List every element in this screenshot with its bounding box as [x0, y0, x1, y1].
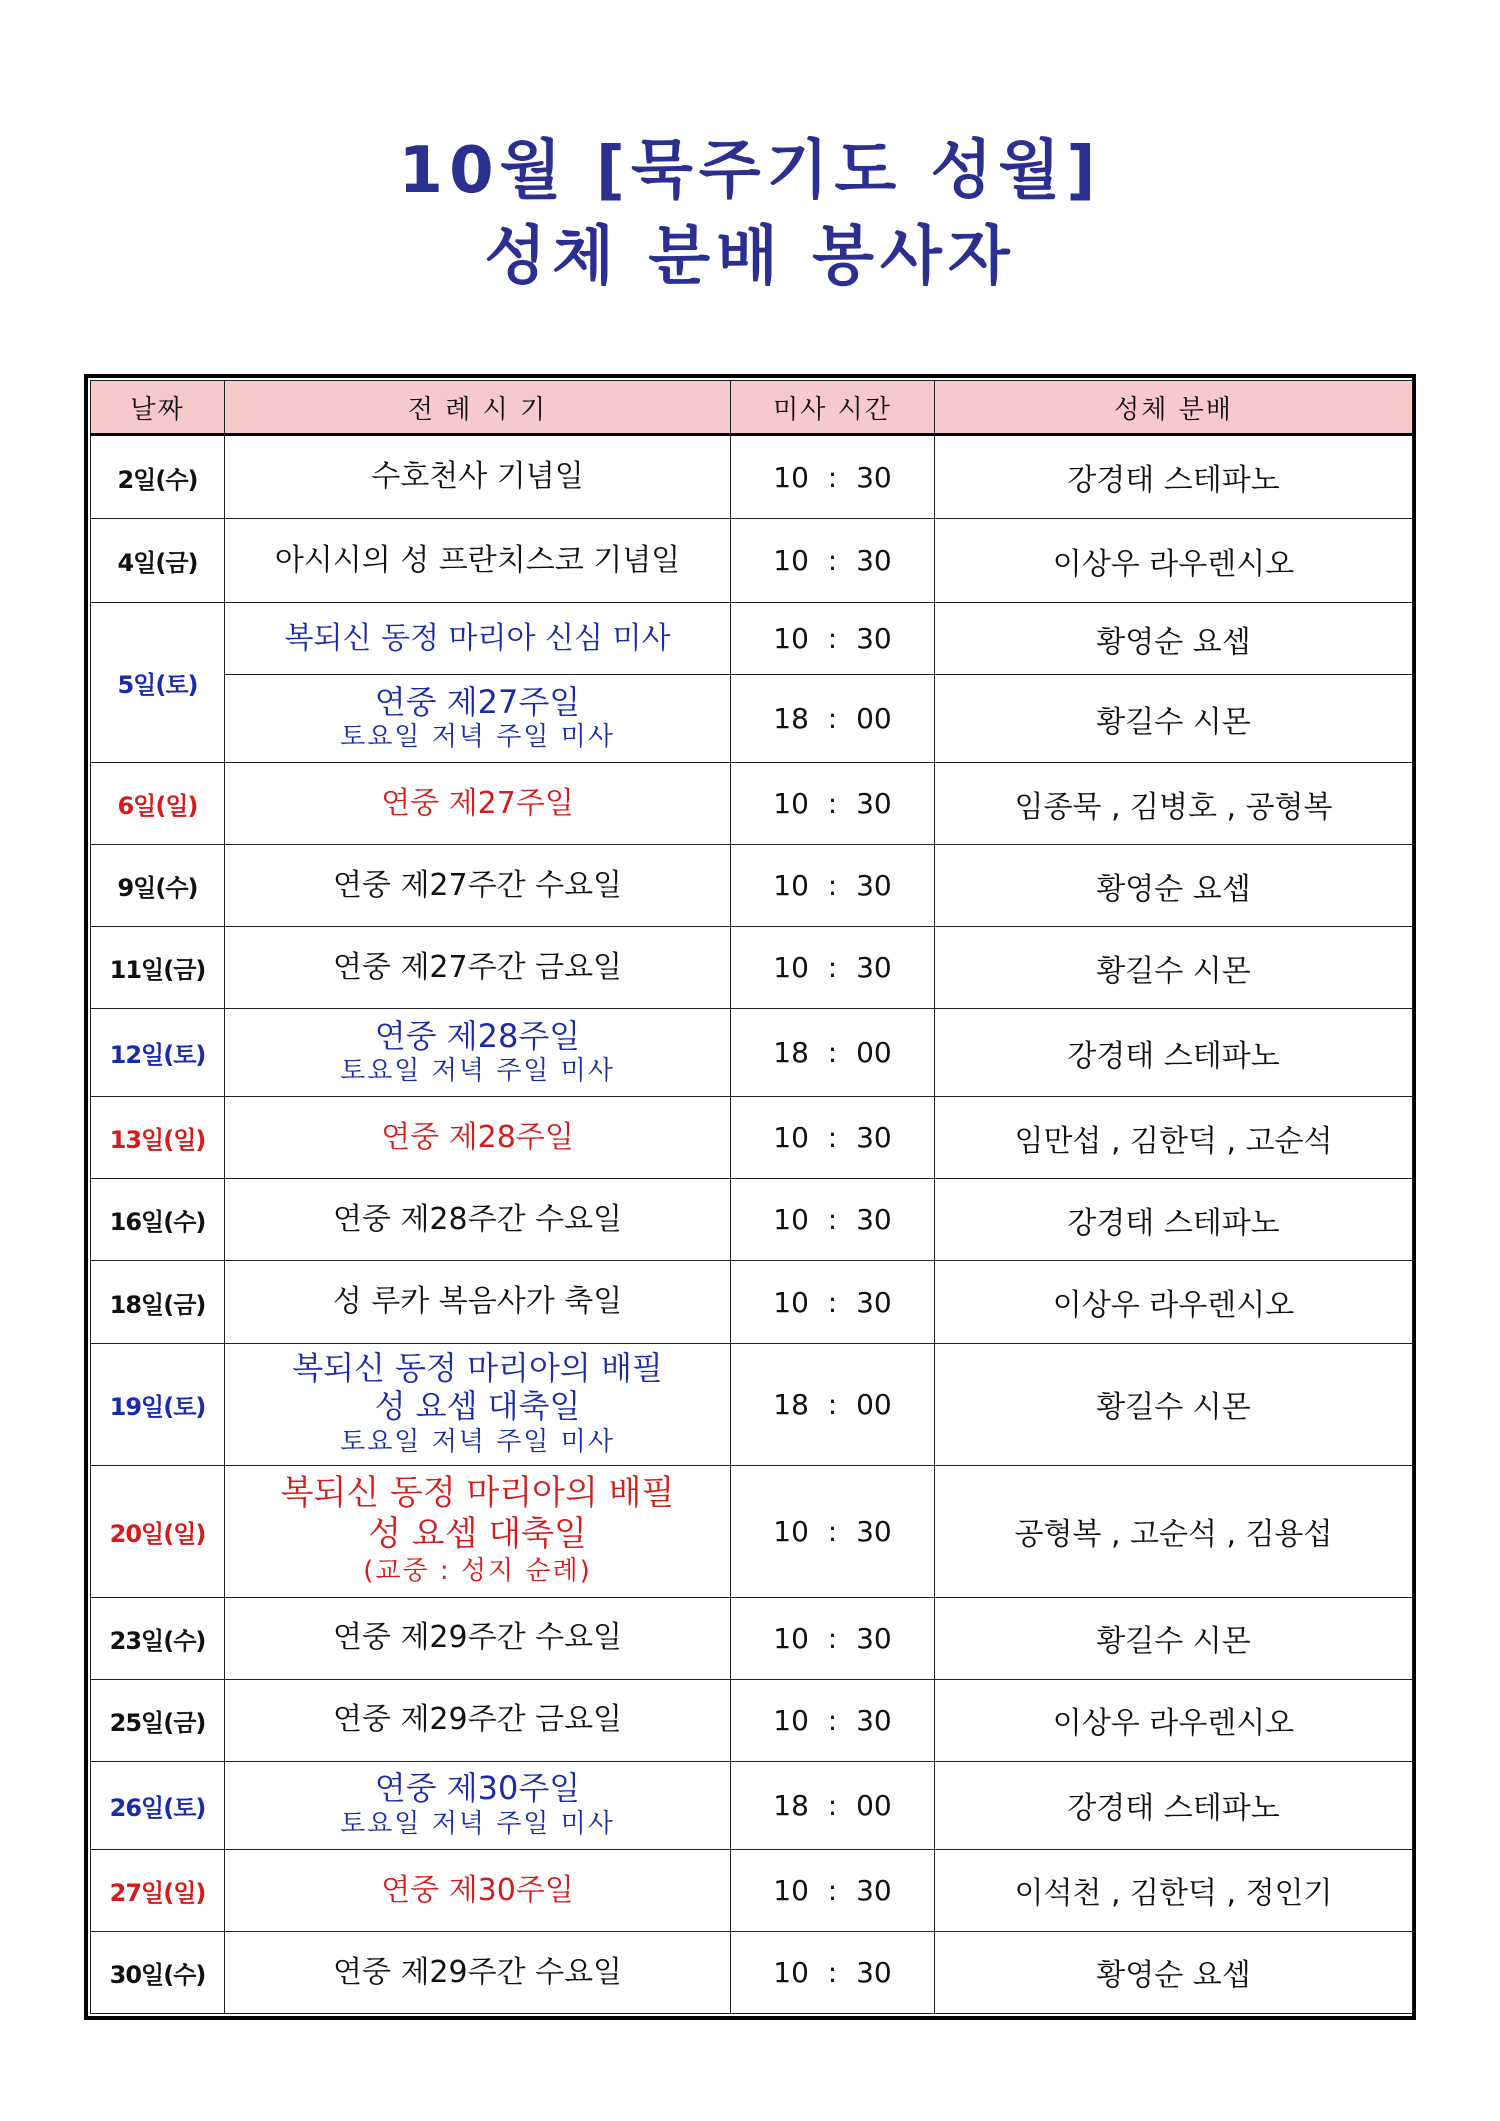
date-cell: 23일(수) — [91, 1597, 225, 1679]
server-cell: 황길수 시몬 — [935, 1597, 1413, 1679]
server-cell: 임종묵 , 김병호 , 공형복 — [935, 763, 1413, 845]
liturgy-cell: 연중 제28주간 수요일 — [225, 1179, 731, 1261]
server-cell: 이상우 라우렌시오 — [935, 1679, 1413, 1761]
liturgy-cell: 연중 제29주간 수요일 — [225, 1597, 731, 1679]
header-servers: 성체 분배 — [935, 381, 1413, 435]
table-row — [91, 1931, 1413, 2013]
server-cell: 공형복 , 고순석 , 김용섭 — [935, 1465, 1413, 1597]
table-row — [91, 1465, 1413, 1597]
time-cell: 10 : 30 — [731, 1931, 935, 2013]
table-row — [91, 435, 1413, 519]
liturgy-cell: 연중 제29주간 금요일 — [225, 1679, 731, 1761]
table-row — [91, 1343, 1413, 1465]
time-cell: 10 : 30 — [731, 1097, 935, 1179]
liturgy-main-line: 복되신 동정 마리아의 배필 — [280, 1473, 675, 1514]
time-cell: 10 : 30 — [731, 1261, 935, 1343]
liturgy-cell: 연중 제27주일 — [225, 763, 731, 845]
date-cell: 6일(일) — [91, 763, 225, 845]
liturgy-cell: 성 루카 복음사가 축일 — [225, 1261, 731, 1343]
liturgy-main-line: 성 요셉 대축일 — [368, 1514, 587, 1555]
date-cell: 4일(금) — [91, 519, 225, 603]
liturgy-cell — [225, 1343, 731, 1465]
liturgy-sub-line: 토요일 저녁 주일 미사 — [340, 1056, 615, 1087]
liturgy-cell: 연중 제29주간 수요일 — [225, 1931, 731, 2013]
liturgy-main-line: 연중 제27주일 — [374, 682, 581, 721]
liturgy-cell: 복되신 동정 마리아 신심 미사 — [225, 603, 731, 675]
liturgy-sub-line: 토요일 저녁 주일 미사 — [340, 1808, 615, 1839]
liturgy-cell: 수호천사 기념일 — [225, 435, 731, 519]
date-cell: 16일(수) — [91, 1179, 225, 1261]
liturgy-cell — [225, 675, 731, 763]
schedule-table — [90, 380, 1413, 2014]
date-cell: 5일(토) — [91, 603, 225, 763]
liturgy-main-line: 연중 제30주일 — [374, 1769, 581, 1808]
header-liturgy: 전 례 시 기 — [225, 381, 731, 435]
date-cell: 25일(금) — [91, 1679, 225, 1761]
server-cell: 이석천 , 김한덕 , 정인기 — [935, 1849, 1413, 1931]
table-row — [91, 1679, 1413, 1761]
time-cell: 10 : 30 — [731, 927, 935, 1009]
liturgy-sub-line: (교중 : 성지 순례) — [363, 1556, 592, 1587]
time-cell: 10 : 30 — [731, 1679, 935, 1761]
liturgy-cell — [225, 1761, 731, 1849]
liturgy-cell: 연중 제30주일 — [225, 1849, 731, 1931]
time-cell: 18 : 00 — [731, 1343, 935, 1465]
server-cell: 황길수 시몬 — [935, 1343, 1413, 1465]
table-row — [91, 763, 1413, 845]
time-cell: 10 : 30 — [731, 1597, 935, 1679]
liturgy-cell: 연중 제28주일 — [225, 1097, 731, 1179]
date-cell: 18일(금) — [91, 1261, 225, 1343]
table-row — [91, 675, 1413, 763]
table-row — [91, 1761, 1413, 1849]
table-row — [91, 1097, 1413, 1179]
date-cell: 27일(일) — [91, 1849, 225, 1931]
server-cell: 강경태 스테파노 — [935, 1009, 1413, 1097]
title-block — [0, 128, 1500, 300]
server-cell: 황길수 시몬 — [935, 927, 1413, 1009]
server-cell: 강경태 스테파노 — [935, 1179, 1413, 1261]
time-cell: 10 : 30 — [731, 763, 935, 845]
server-cell: 황영순 요셉 — [935, 603, 1413, 675]
date-cell: 26일(토) — [91, 1761, 225, 1849]
table-row — [91, 519, 1413, 603]
server-cell: 강경태 스테파노 — [935, 1761, 1413, 1849]
liturgy-cell — [225, 1465, 731, 1597]
time-cell: 10 : 30 — [731, 845, 935, 927]
liturgy-cell: 연중 제27주간 금요일 — [225, 927, 731, 1009]
time-cell: 10 : 30 — [731, 1179, 935, 1261]
table-row — [91, 603, 1413, 675]
liturgy-sub-line: 토요일 저녁 주일 미사 — [340, 1426, 615, 1457]
header-row — [91, 381, 1413, 435]
date-cell: 13일(일) — [91, 1097, 225, 1179]
time-cell: 10 : 30 — [731, 603, 935, 675]
server-cell: 이상우 라우렌시오 — [935, 1261, 1413, 1343]
time-cell: 10 : 30 — [731, 1465, 935, 1597]
table-row — [91, 845, 1413, 927]
table-row — [91, 1849, 1413, 1931]
liturgy-sub-line: 토요일 저녁 주일 미사 — [340, 721, 615, 752]
page-title: 10월 [묵주기도 성월] — [398, 134, 1102, 208]
server-cell: 황길수 시몬 — [935, 675, 1413, 763]
time-cell: 18 : 00 — [731, 1009, 935, 1097]
date-cell: 2일(수) — [91, 435, 225, 519]
time-cell: 10 : 30 — [731, 519, 935, 603]
date-cell: 30일(수) — [91, 1931, 225, 2013]
page-subtitle: 성체 분배 봉사자 — [484, 220, 1016, 294]
liturgy-main-line: 연중 제28주일 — [374, 1016, 581, 1055]
liturgy-cell — [225, 1009, 731, 1097]
header-date: 날짜 — [91, 381, 225, 435]
time-cell: 10 : 30 — [731, 435, 935, 519]
server-cell: 황영순 요셉 — [935, 1931, 1413, 2013]
liturgy-cell: 아시시의 성 프란치스코 기념일 — [225, 519, 731, 603]
server-cell: 황영순 요셉 — [935, 845, 1413, 927]
date-cell: 11일(금) — [91, 927, 225, 1009]
table-row — [91, 927, 1413, 1009]
date-cell: 12일(토) — [91, 1009, 225, 1097]
time-cell: 10 : 30 — [731, 1849, 935, 1931]
header-time: 미사 시간 — [731, 381, 935, 435]
date-cell: 9일(수) — [91, 845, 225, 927]
date-cell: 20일(일) — [91, 1465, 225, 1597]
schedule-table-frame — [84, 374, 1416, 2020]
table-row — [91, 1179, 1413, 1261]
table-row — [91, 1009, 1413, 1097]
date-cell: 19일(토) — [91, 1343, 225, 1465]
liturgy-cell: 연중 제27주간 수요일 — [225, 845, 731, 927]
server-cell: 이상우 라우렌시오 — [935, 519, 1413, 603]
time-cell: 18 : 00 — [731, 1761, 935, 1849]
liturgy-main-line: 복되신 동정 마리아의 배필 — [292, 1348, 663, 1387]
table-row — [91, 1597, 1413, 1679]
server-cell: 강경태 스테파노 — [935, 435, 1413, 519]
table-row — [91, 1261, 1413, 1343]
time-cell: 18 : 00 — [731, 675, 935, 763]
server-cell: 임만섭 , 김한덕 , 고순석 — [935, 1097, 1413, 1179]
liturgy-main-line: 성 요셉 대축일 — [374, 1387, 581, 1426]
